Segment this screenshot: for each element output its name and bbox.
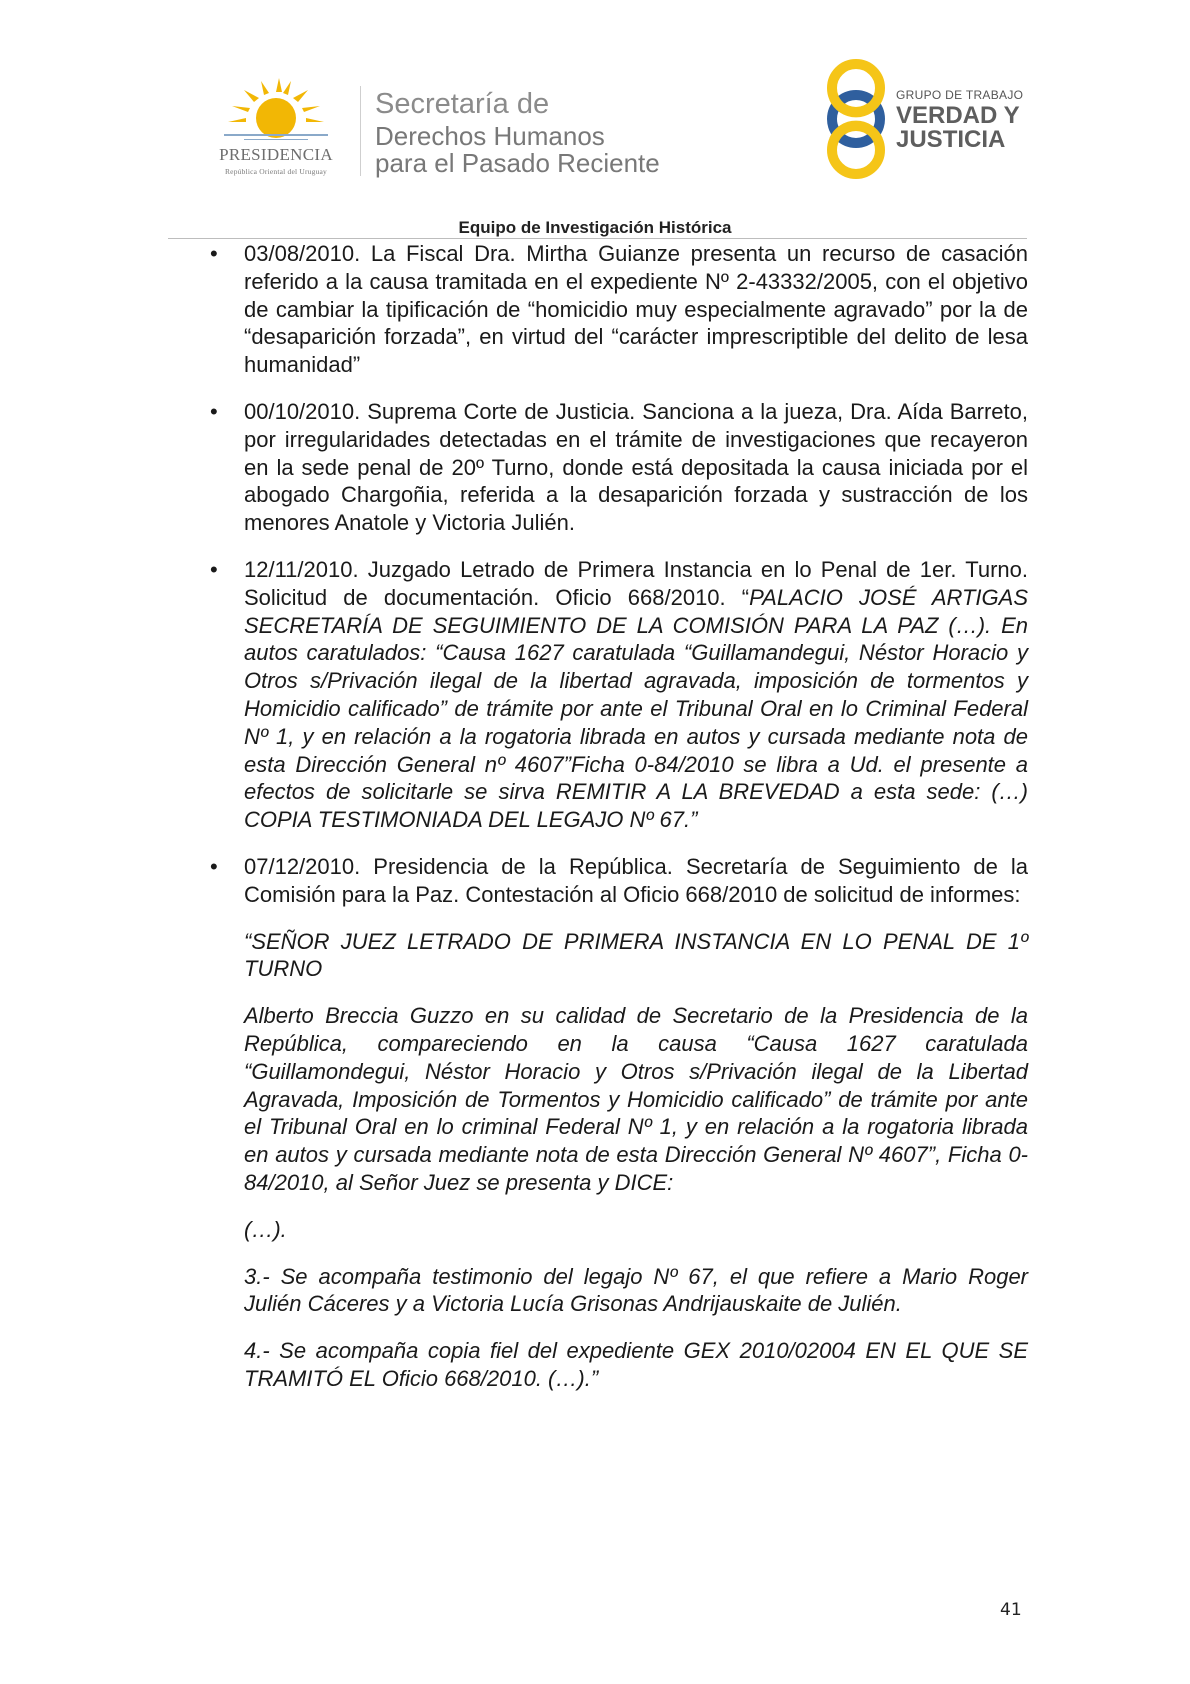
quote-paragraph: Alberto Breccia Guzzo en su calidad de Secretario de la Presidencia de la República, compareciendo en la causa “Causa 1627 caratulada “Guillamondegui, Néstor Horacio y Otros s/Privación ilegal de la Libertad Agravada, Imposición de Tormentos y Homicidio calificado” de trámite por ante el Tribunal Oral en lo criminal Federal Nº 1, y en relación a la rogatoria librada en autos y cursada mediante nota de esta Dirección General Nº 4607”, Ficha 0-84/2010, al Señor Juez se presenta y DICE: — [244, 1003, 1028, 1195]
grupo-title-line-2: JUSTICIA — [896, 126, 1006, 153]
presidencia-wordmark: PRESIDENCIA — [219, 145, 333, 164]
bullet-icon: • — [210, 241, 218, 266]
secretaria-line-2: Derechos Humanos — [375, 121, 605, 151]
entry-quote: PALACIO JOSÉ ARTIGAS SECRETARÍA DE SEGUIMIENTO DE LA COMISIÓN PARA LA PAZ (…). En autos caratulados: “Causa 1627 caratulada “Guillamandegui, Néstor Horacio y Otros s/Privación ilegal de la libertad agravada, imposición de tormentos y Homicidio calificado” de trámite por ante el Tribunal Oral en lo Criminal Federal Nº 1, y en relación a la rogatoria librada en autos y cursada mediante nota de esta Dirección General nº 4607”Ficha 0-84/2010 se libra a Ud. el presente a efectos de solicitarle se sirva REMITIR A LA BREVEDAD a esta sede: (…) COPIA TESTIMONIADA DEL LEGAJO Nº 67.” — [244, 584, 1028, 833]
list-item — [210, 398, 1028, 537]
grupo-subtitle: GRUPO DE TRABAJO — [896, 88, 1024, 102]
entry-text: 00/10/2010. Suprema Corte de Justicia. Sanciona a la jueza, Dra. Aída Barreto, por irregularidades detectadas en el trámite de investigaciones que recayeron en la sede penal de 20º Turno, donde está depositada la causa iniciada por el abogado Chargoñia, referida a la desaparición forzada y sustracción de los menores Anatole y Victoria Julién. — [244, 398, 1028, 536]
list-item — [210, 556, 1028, 834]
grupo-title-line-1: VERDAD Y — [896, 102, 1020, 129]
header-divider — [360, 86, 361, 176]
entry-text: 07/12/2010. Presidencia de la República. Secretaría de Seguimiento de la Comisión para la Paz. Contestación al Oficio 668/2010 de solicitud de informes: — [244, 853, 1028, 907]
quote-item-4: 4.- Se acompaña copia fiel del expediente GEX 2010/02004 EN EL QUE SE TRAMITÓ EL Oficio 668/2010. (…).” — [244, 1338, 1028, 1391]
quote-addressee: “SEÑOR JUEZ LETRADO DE PRIMERA INSTANCIA EN LO PENAL DE 1º TURNO — [244, 928, 1028, 982]
sun-icon — [224, 78, 328, 144]
header-rule — [168, 238, 1027, 239]
entry-text: 03/08/2010. La Fiscal Dra. Mirtha Guianze presenta un recurso de casación referido a la causa tramitada en el expediente Nº 2-43332/2005, con el objetivo de cambiar la tipificación de “homicidio muy especialmente agravado” por la de “desaparición forzada”, en virtud del “carácter imprescriptible del delito de lesa humanidad” — [244, 241, 1028, 378]
list-item — [210, 853, 1028, 1393]
page-number: 41 — [1000, 1600, 1022, 1620]
presidencia-logo — [196, 78, 356, 178]
list-item — [210, 240, 1028, 379]
entry-text — [244, 556, 1028, 834]
entry-intro: 12/11/2010. Juzgado Letrado de Primera Instancia en lo Penal de 1er. Turno. Solicitud de documentación. Oficio 668/2010. “ — [244, 556, 1028, 610]
document-body — [210, 240, 1028, 1412]
quote-ellipsis: (…). — [244, 1216, 287, 1242]
rings-icon — [818, 58, 894, 182]
secretaria-line-3: para el Pasado Reciente — [375, 148, 660, 178]
secretaria-title: Secretaría de — [375, 88, 550, 120]
verdad-justicia-logo — [818, 58, 1048, 182]
team-title: Equipo de Investigación Histórica — [458, 218, 732, 237]
bullet-icon: • — [210, 853, 218, 879]
bullet-icon: • — [210, 398, 218, 424]
bullet-icon: • — [210, 556, 218, 582]
quote-item-3: 3.- Se acompaña testimonio del legajo Nº 67, el que refiere a Mario Roger Julién Cáceres y a Victoria Lucía Grisonas Andrijauskaite de Julién. — [244, 1263, 1028, 1317]
presidencia-subtitle: República Oriental del Uruguay — [224, 167, 327, 176]
